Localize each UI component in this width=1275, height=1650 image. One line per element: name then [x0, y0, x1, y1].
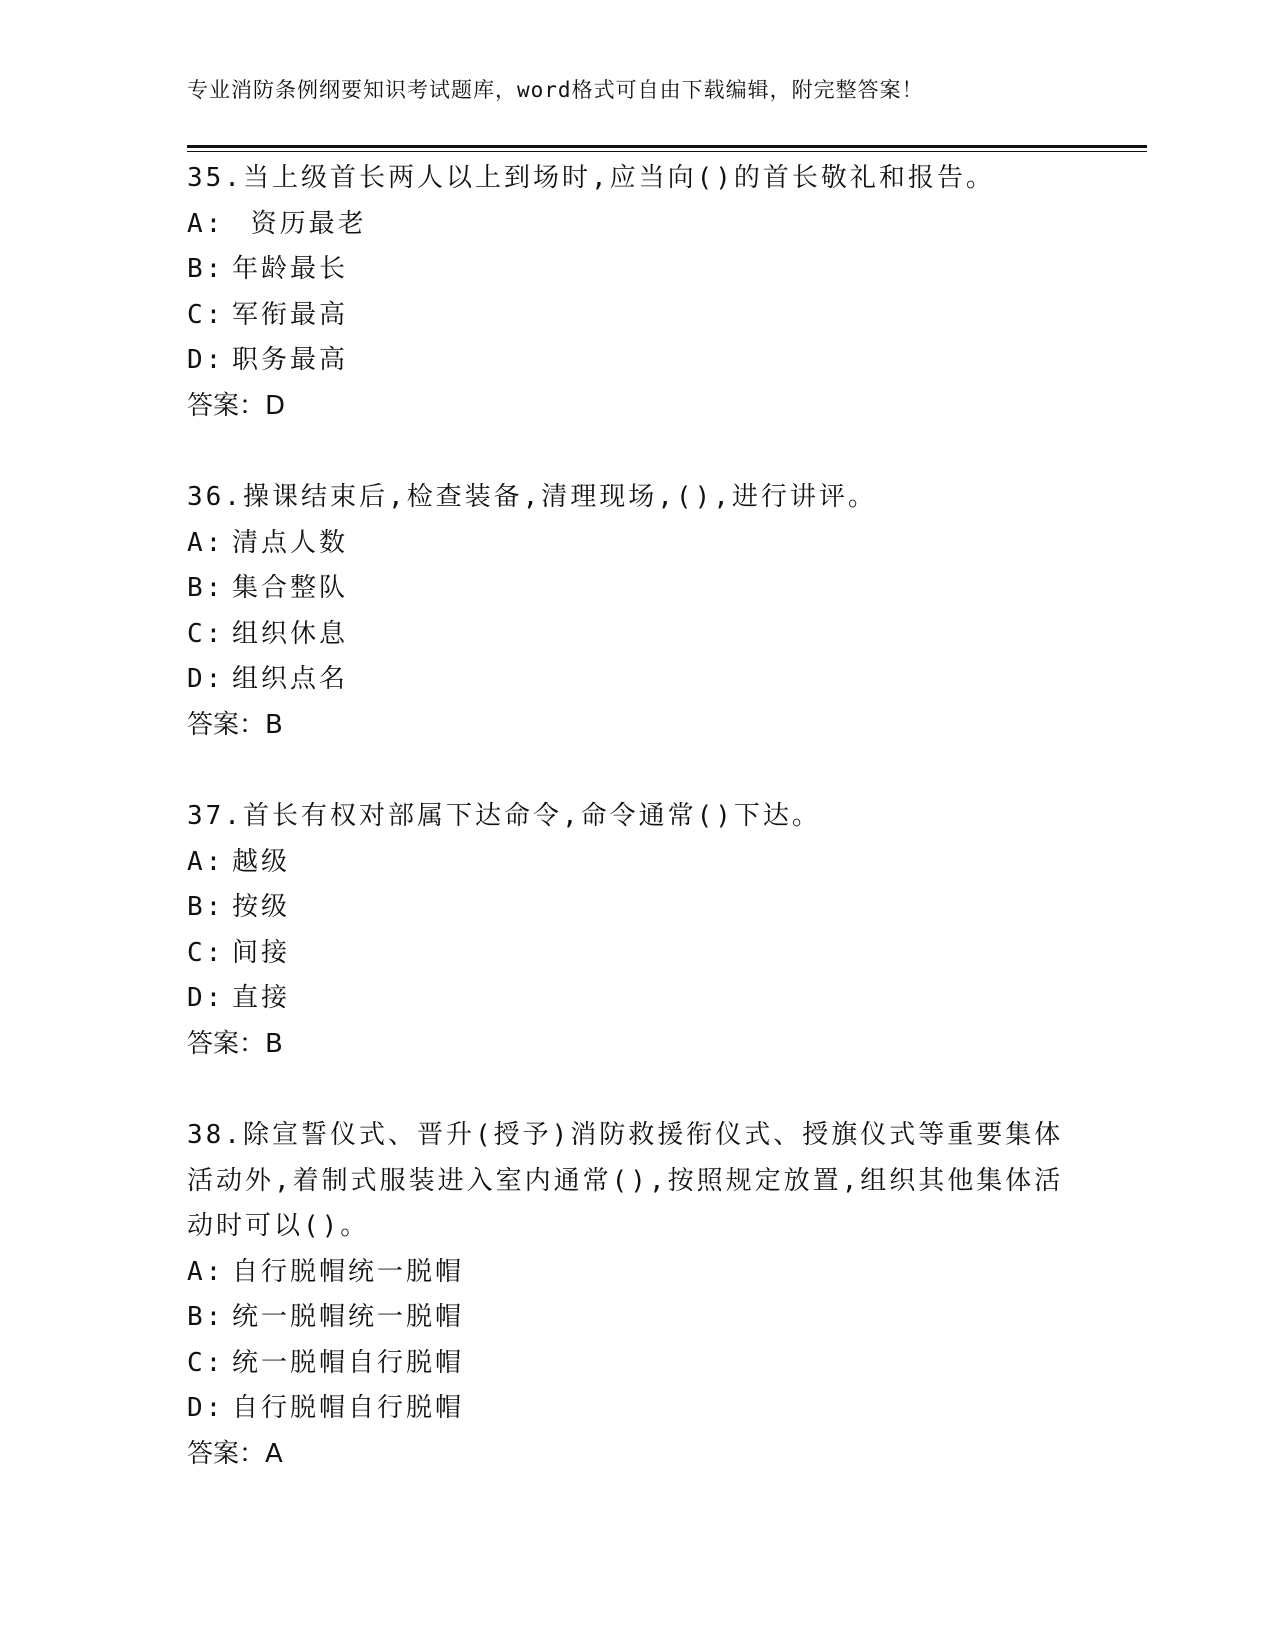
question-stem: 35.当上级首长两人以上到场时,应当向()的首长敬礼和报告。	[187, 163, 995, 193]
option-text: 统一脱帽自行脱帽	[232, 1347, 465, 1378]
page-header: 专业消防条例纲要知识考试题库，word格式可自由下载编辑，附完整答案！	[187, 78, 924, 102]
option-c	[187, 1341, 1087, 1387]
option-text: 资历最老	[232, 208, 367, 239]
option-b	[187, 566, 1087, 612]
option-key: C:	[187, 937, 225, 968]
question-36	[187, 475, 1087, 748]
option-d	[187, 657, 1087, 703]
option-key: D:	[187, 664, 225, 694]
option-text: 集合整队	[232, 573, 349, 603]
answer-line: 答案：B	[187, 709, 283, 740]
question-stem: 38.除宣誓仪式、晋升(授予)消防救援衔仪式、授旗仪式等重要集体活动外,着制式服装进入室内通常(),按照规定放置,组织其他集体活动时可以()。	[187, 1120, 1064, 1241]
option-text: 军衔最高	[232, 299, 349, 330]
option-text: 组织休息	[232, 618, 349, 649]
option-c	[187, 293, 1087, 339]
option-b	[187, 885, 1087, 931]
answer-line: 答案：A	[187, 1438, 283, 1469]
question-stem: 37.首长有权对部属下达命令,命令通常()下达。	[187, 801, 821, 831]
option-text: 越级	[232, 846, 291, 877]
option-key: B:	[187, 254, 225, 284]
option-key: C:	[187, 299, 225, 330]
header-rule-thick	[187, 145, 1147, 148]
option-key: B:	[187, 892, 225, 922]
option-d	[187, 338, 1087, 384]
option-a	[187, 202, 1087, 248]
question-stem: 36.操课结束后,检查装备,清理现场,(),进行讲评。	[187, 482, 877, 512]
option-text: 组织点名	[232, 664, 349, 694]
option-key: B:	[187, 573, 225, 603]
option-a	[187, 840, 1087, 886]
option-b	[187, 1295, 1087, 1341]
question-38	[187, 1113, 1087, 1477]
option-text: 自行脱帽自行脱帽	[232, 1393, 465, 1423]
question-35	[187, 156, 1087, 429]
option-key: B:	[187, 1302, 225, 1332]
option-key: D:	[187, 345, 225, 375]
option-c	[187, 931, 1087, 977]
question-37	[187, 794, 1087, 1067]
option-text: 清点人数	[232, 527, 349, 558]
option-a	[187, 1250, 1087, 1296]
option-text: 统一脱帽统一脱帽	[232, 1302, 465, 1332]
option-key: A:	[187, 846, 225, 877]
option-c	[187, 612, 1087, 658]
option-text: 间接	[232, 937, 291, 968]
option-text: 按级	[232, 892, 291, 922]
option-text: 自行脱帽统一脱帽	[232, 1256, 465, 1287]
option-text: 直接	[232, 983, 291, 1013]
option-a	[187, 521, 1087, 567]
option-text: 职务最高	[232, 345, 349, 375]
option-key: D:	[187, 983, 225, 1013]
header-rule-thin	[187, 151, 1147, 152]
option-key: A:	[187, 527, 225, 558]
option-d	[187, 1386, 1087, 1432]
option-b	[187, 247, 1087, 293]
option-key: D:	[187, 1393, 225, 1423]
option-key: A:	[187, 208, 225, 239]
option-text: 年龄最长	[232, 254, 349, 284]
question-list	[187, 156, 1087, 1523]
option-d	[187, 976, 1087, 1022]
option-key: C:	[187, 618, 225, 649]
answer-line: 答案：B	[187, 1028, 283, 1059]
answer-line: 答案：D	[187, 390, 286, 421]
option-key: C:	[187, 1347, 225, 1378]
option-key: A:	[187, 1256, 225, 1287]
